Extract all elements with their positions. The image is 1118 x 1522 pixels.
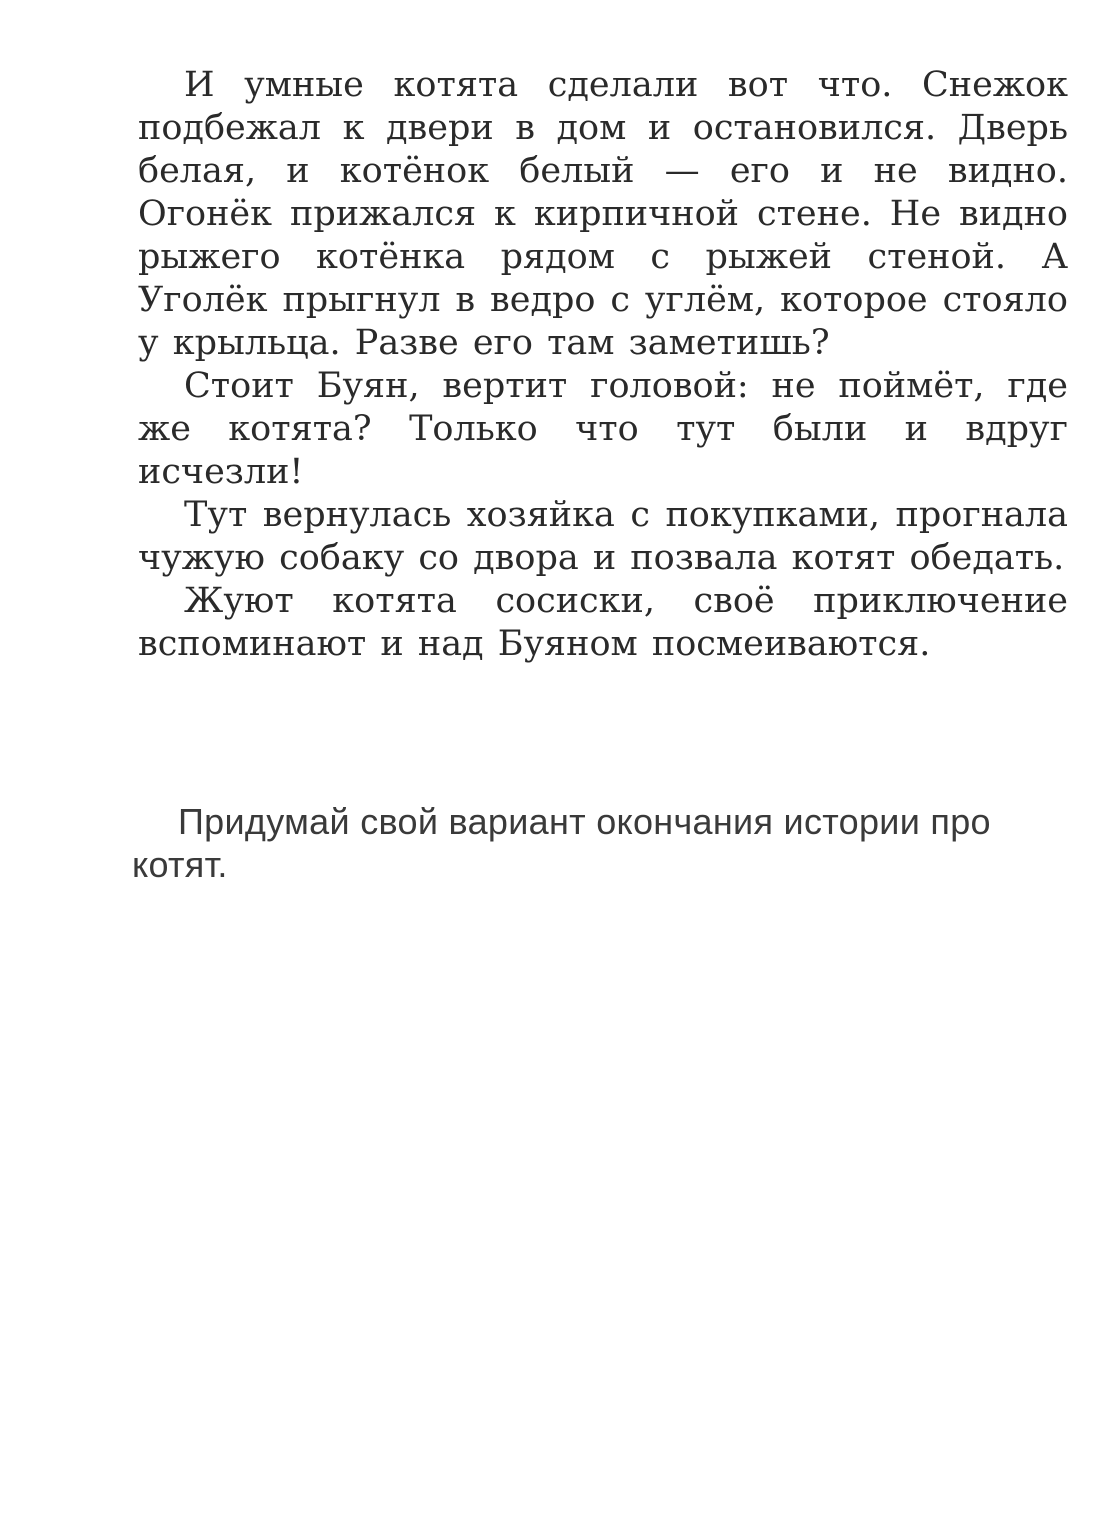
story-text [138,64,1068,666]
story-paragraph: Тут вернулась хозяйка с покупками, прогнала чужую собаку со двора и позвала котят обедать. [138,495,1068,578]
story-paragraph: И умные котята сделали вот что. Снежок подбежал к двери в дом и остановился. Дверь белая, и котёнок белый — его и не видно. Огонёк прижался к кирпичной стене. Не видно рыжего котёнка рядом с рыжей стеной. А Уголёк прыгнул в ведро с углём, которое стояло у крыльца. Разве его там заметишь? [138,65,1068,363]
story-paragraph: Стоит Буян, вертит головой: не поймёт, где же котята? Только что тут были и вдруг исчезли! [138,366,1068,492]
task-instruction: Придумай свой вариант окончания истории про котят. [132,801,991,885]
story-paragraph: Жуют котята сосиски, своё приключение вспоминают и над Буяном посмеиваются. [138,581,1068,664]
